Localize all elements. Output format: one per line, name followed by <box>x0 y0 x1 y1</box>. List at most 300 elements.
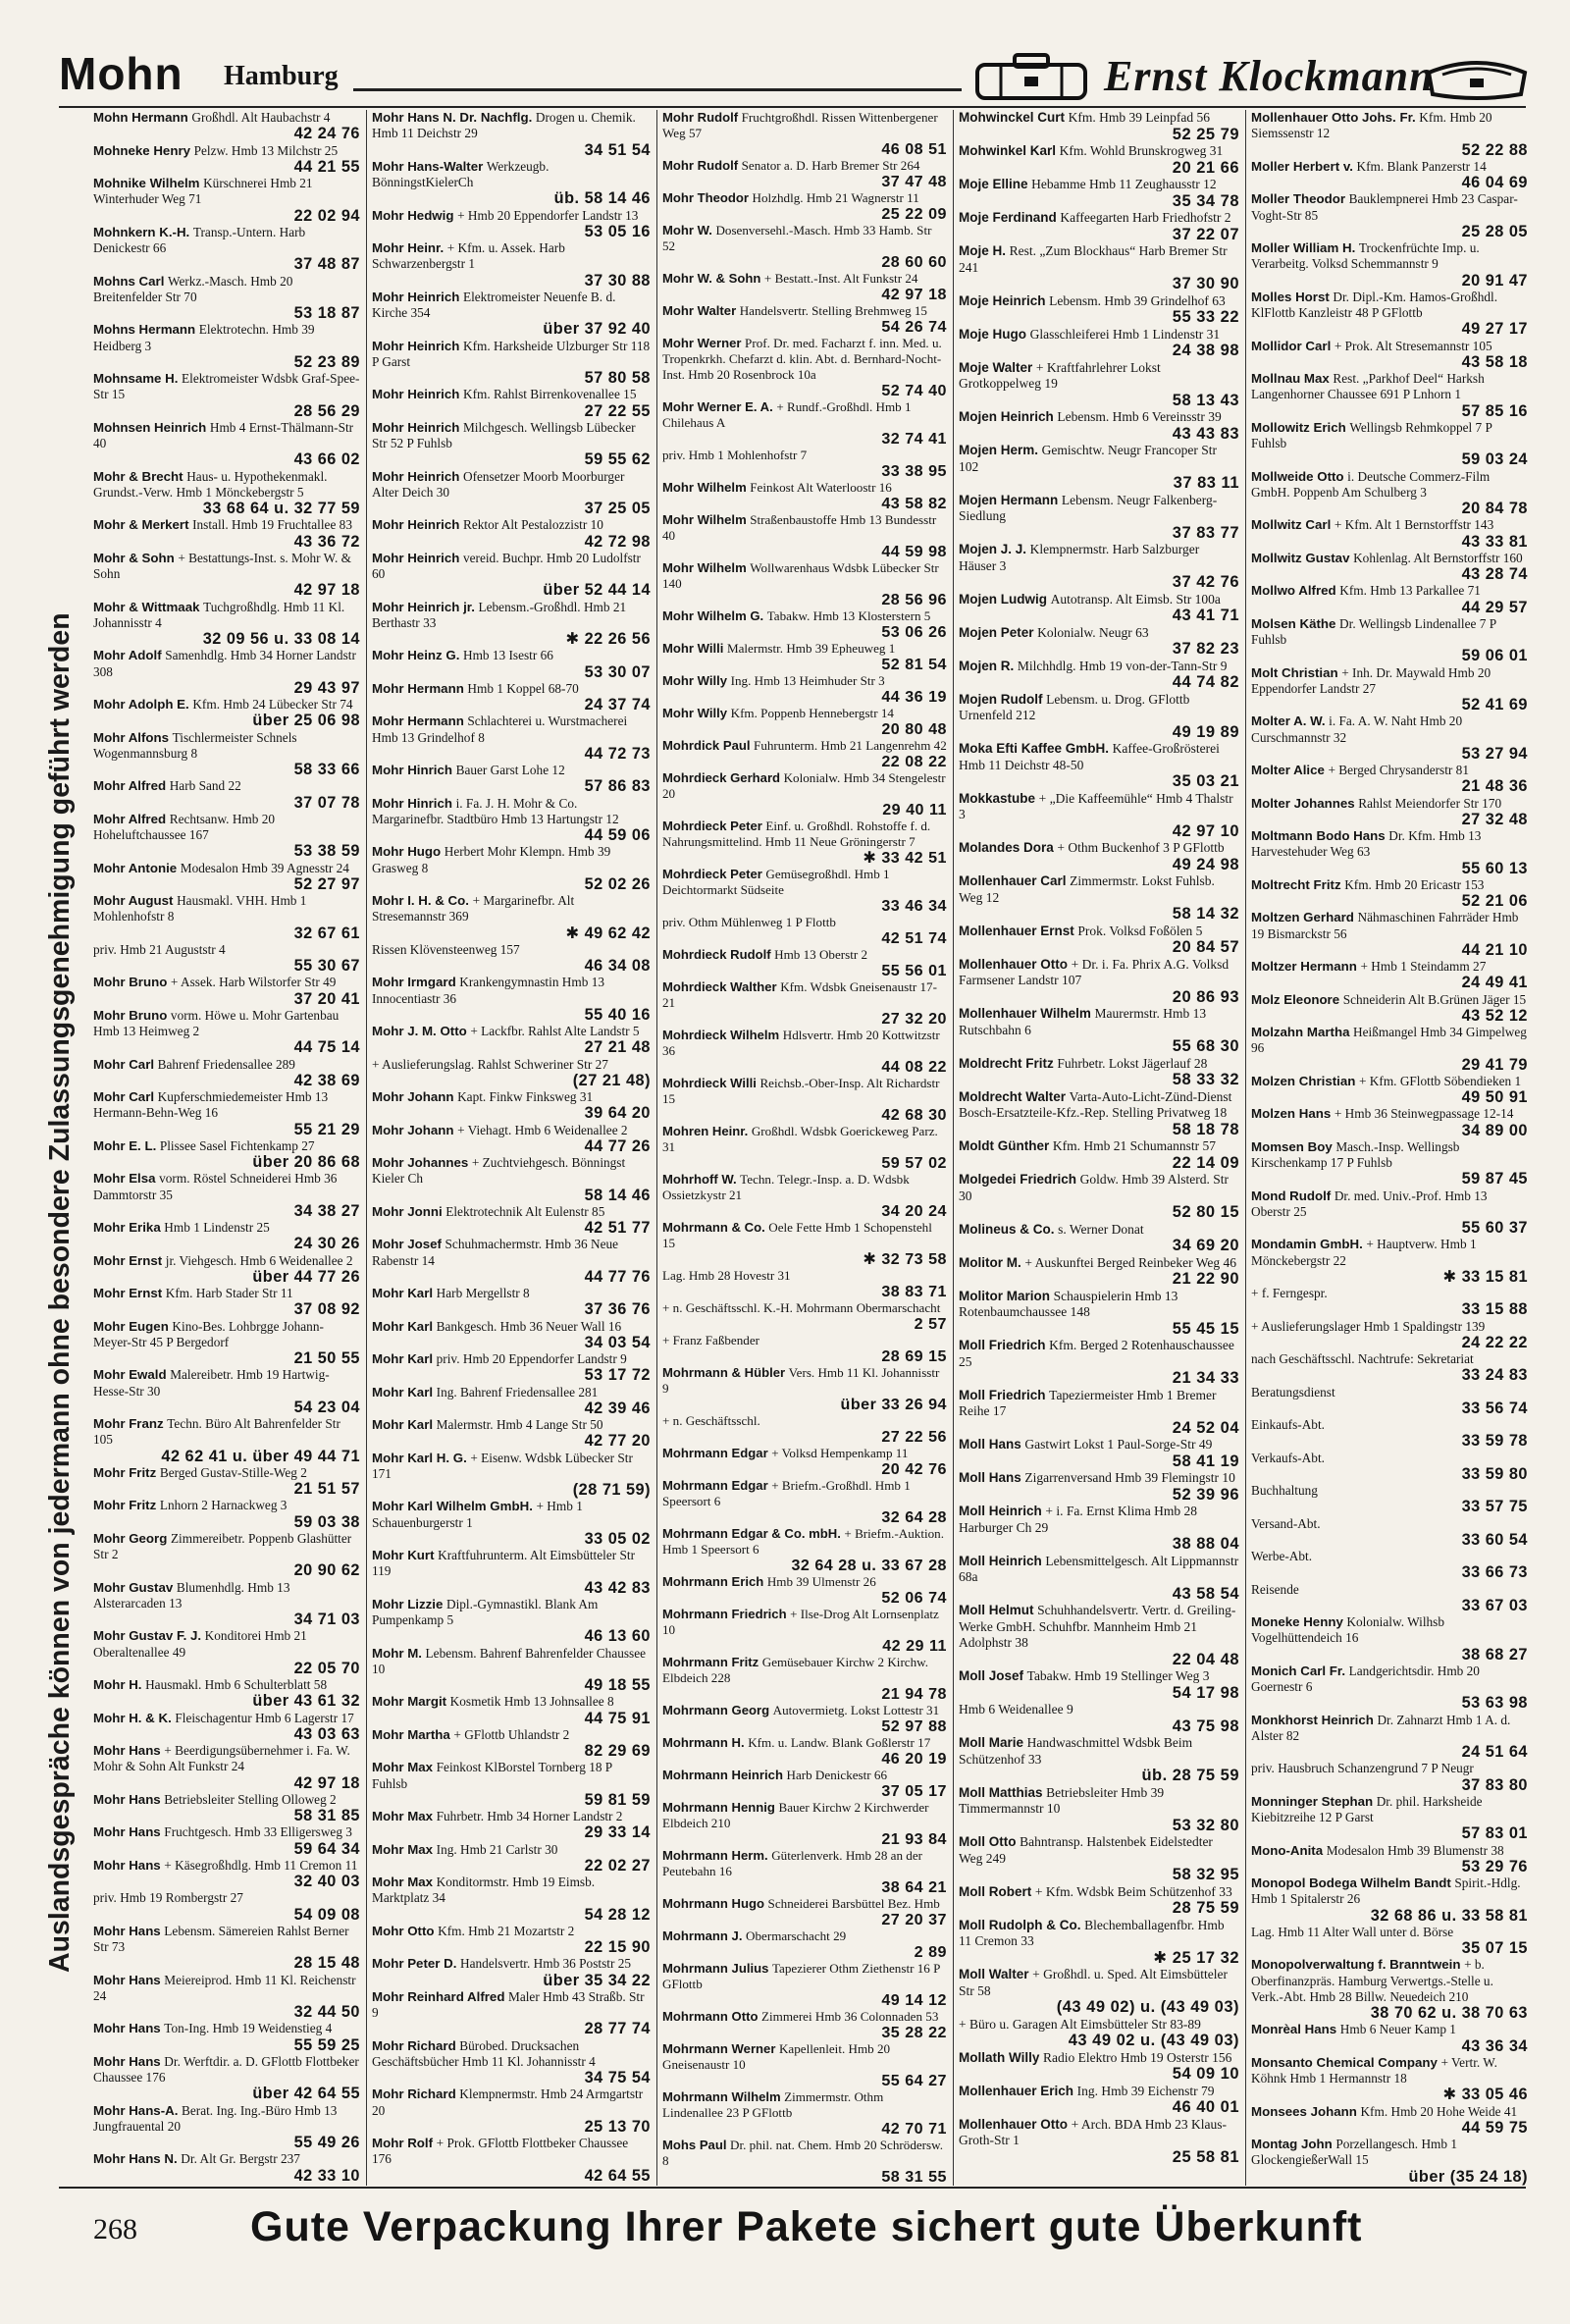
entry-name: Mohr Carl <box>93 1056 155 1072</box>
entry-phone: 54 23 04 <box>293 1398 360 1416</box>
directory-entry <box>93 1057 360 1090</box>
entry-phone: 20 21 66 <box>1172 158 1239 177</box>
entry-name: Mohr Otto <box>372 1923 435 1938</box>
entry-name: Mohrmann Hennig <box>662 1800 775 1815</box>
entry-details: priv. Hmb 19 Rombergstr 27 <box>93 1890 243 1906</box>
footer-rule <box>59 2187 1526 2189</box>
directory-entry <box>959 592 1239 625</box>
directory-entry <box>662 1446 947 1478</box>
entry-details: Schlachterei u. Wurstmacherei Hmb 13 Grindelhof 8 <box>372 713 628 745</box>
directory-entry <box>959 542 1239 592</box>
entry-name: Mohr Erika <box>93 1220 161 1235</box>
column-3 <box>662 110 947 2186</box>
entry-phone: 55 49 26 <box>293 2134 360 2151</box>
entry-phone: 58 13 43 <box>1172 391 1239 409</box>
entry-details: Kfm. Rahlst Birrenkovenallee 15 <box>462 387 637 402</box>
directory-entry <box>372 159 651 208</box>
entry-details: Dr. Alt Gr. Bergstr 237 <box>181 2151 300 2167</box>
entry-phone: 42 68 30 <box>881 1106 947 1124</box>
entry-name: Moll Heinrich <box>959 1553 1042 1568</box>
entry-name: Mohr Peter D. <box>372 1956 457 1972</box>
entry-name: Moll Marie <box>959 1735 1024 1750</box>
directory-entry <box>93 1008 360 1057</box>
directory-entry <box>1251 240 1528 290</box>
entry-name: Moll Friedrich <box>959 1387 1046 1402</box>
entry-phone: 28 56 96 <box>881 591 947 608</box>
entry-name: Mohrmann Edgar <box>662 1478 768 1493</box>
entry-name: Mohr Antonie <box>93 860 178 875</box>
directory-entry <box>372 1057 651 1090</box>
entry-phone: 55 33 22 <box>1172 308 1239 326</box>
entry-name: Mohr Max <box>372 1809 434 1823</box>
entry-name: Mollenhauer Ernst <box>959 923 1074 938</box>
entry-details: Blechemballagenfbr. Hmb 11 Cremon 33 <box>959 1917 1225 1948</box>
entry-details: Ing. Bahrenf Friedensallee 281 <box>436 1384 599 1400</box>
entry-phone: 34 89 00 <box>1461 1121 1528 1139</box>
entry-name: Mono-Anita <box>1251 1842 1324 1858</box>
directory-entry <box>959 1089 1239 1139</box>
entry-details: + Inh. Dr. Maywald Hmb 20 Eppendorfer Landstr 27 <box>1251 664 1492 696</box>
directory-entry <box>662 1124 947 1172</box>
entry-name: Mohrmann Wilhelm <box>662 2089 781 2104</box>
entry-phone: 22 02 27 <box>584 1856 651 1875</box>
entry-name: Mohr Werner <box>662 336 742 350</box>
directory-entry <box>959 143 1239 177</box>
entry-phone: 43 42 83 <box>584 1578 651 1597</box>
directory-entry <box>662 947 947 979</box>
entry-phone: 53 27 94 <box>1461 744 1528 763</box>
entry-phone: 22 15 90 <box>584 1938 651 1956</box>
entry-details: Kfm. Hmb 13 Parkallee 71 <box>1339 583 1481 599</box>
directory-entry <box>93 1089 360 1138</box>
directory-entry <box>1251 1025 1528 1074</box>
entry-phone: 43 66 02 <box>293 450 360 469</box>
entry-phone: 43 58 18 <box>1461 352 1528 371</box>
entry-name: Mohr Wilhelm G. <box>662 608 764 623</box>
directory-entry <box>93 517 360 551</box>
entry-details: + Arch. BDA Hmb 23 Klaus-Groth-Str 1 <box>959 2116 1227 2147</box>
entry-details: Reisende <box>1251 1581 1299 1597</box>
column-divider <box>1245 110 1246 2186</box>
entry-phone: 54 26 74 <box>881 318 947 336</box>
directory-entry <box>662 399 947 448</box>
directory-entry <box>93 2151 360 2185</box>
entry-name: Mohr Lizzie <box>372 1596 444 1611</box>
entry-details: Schneiderin Alt B.Grünen Jäger 15 <box>1342 991 1527 1007</box>
entry-phone: 43 41 71 <box>1172 607 1239 624</box>
entry-details: Rest. „Parkhof Deel“ Harksh Langenhorner Chaussee 691 P Lnhorn 1 <box>1251 371 1485 402</box>
entry-phone: 32 64 28 u. 33 67 28 <box>791 1557 947 1574</box>
directory-entry <box>662 2009 947 2041</box>
entry-name: Mohr Hermann <box>372 713 464 729</box>
directory-entry <box>93 1465 360 1499</box>
entry-name: Mohr Eugen <box>93 1318 169 1334</box>
entry-name: Mohr Rolf <box>372 2136 434 2150</box>
entry-phone: 46 34 08 <box>584 957 651 975</box>
entry-name: Mohr Hans <box>93 2053 161 2069</box>
entry-name: Mohr Adolph E. <box>93 697 189 712</box>
entry-phone: 33 60 54 <box>1461 1530 1528 1549</box>
entry-details: Malereibetr. Hmb 19 Hartwig-Hesse-Str 30 <box>93 1367 330 1399</box>
entry-details: Landgerichtsdir. Hmb 20 Goernestr 6 <box>1251 1663 1480 1694</box>
entry-details: Buchhaltung <box>1251 1483 1318 1498</box>
entry-details: + Zuchtviehgesch. Bönningst Kieler Ch <box>372 1155 626 1187</box>
entry-phone: 21 94 78 <box>881 1685 947 1703</box>
directory-entry <box>372 1204 651 1238</box>
entry-phone: 58 14 32 <box>1172 905 1239 923</box>
entry-name: Montag John <box>1251 2137 1333 2151</box>
entry-phone: 58 33 32 <box>1172 1071 1239 1088</box>
entry-name: Mohr Kurt <box>372 1548 435 1562</box>
entry-details: priv. Othm Mühlenweg 1 P Flottb <box>662 915 836 929</box>
entry-phone: 58 14 46 <box>584 1186 651 1204</box>
column-4 <box>959 110 1239 2186</box>
entry-phone: 34 69 20 <box>1172 1237 1239 1254</box>
entry-name: Moll Friedrich <box>959 1338 1046 1352</box>
entry-details: vorm. Höwe u. Mohr Gartenbau Hmb 13 Heimweg 2 <box>93 1007 340 1038</box>
header-bottom-rule <box>59 106 1526 108</box>
entry-phone: 33 38 95 <box>881 462 947 480</box>
entry-phone: 49 27 17 <box>1461 320 1528 339</box>
directory-entry <box>662 1607 947 1655</box>
entry-phone: 21 48 36 <box>1461 777 1528 796</box>
directory-entry <box>959 1785 1239 1835</box>
entry-name: Mohr Wilhelm <box>662 560 747 575</box>
entry-phone: 44 29 57 <box>1461 598 1528 616</box>
entry-name: Mohr Hinrich <box>372 763 452 777</box>
directory-entry <box>959 293 1239 327</box>
entry-phone: 33 59 78 <box>1461 1432 1528 1451</box>
entry-phone: 37 20 41 <box>293 989 360 1008</box>
entry-phone: 28 77 74 <box>584 2020 651 2038</box>
entry-details: Schuhhandelsvertr. Vertr. d. Greiling-Werke GmbH. Schuhfbr. Mannheim Hmb 21 Adolphstr 38 <box>959 1603 1236 1650</box>
directory-entry <box>372 1024 651 1057</box>
entry-phone: 49 24 98 <box>1172 855 1239 873</box>
directory-entry <box>959 2050 1239 2084</box>
entry-phone: 38 70 62 u. 38 70 63 <box>1370 2004 1528 2022</box>
entry-name: Momsen Boy <box>1251 1138 1333 1154</box>
entry-phone: 28 56 29 <box>293 401 360 420</box>
entry-details: vorm. Röstel Schneiderei Hmb 36 Dammtorstr 35 <box>93 1171 338 1202</box>
entry-phone: 27 20 37 <box>881 1911 947 1928</box>
entry-phone: üb. 28 75 59 <box>1141 1767 1239 1784</box>
entry-details: i. Fa. J. H. Mohr & Co. Margarinefbr. Stadtbüro Hmb 13 Hartungstr 12 <box>372 795 619 826</box>
entry-name: Mohr Hans N. Dr. Nachflg. <box>372 110 533 125</box>
entry-details: Bauer Kirchw 2 Kirchwerder Elbdeich 210 <box>662 1800 929 1830</box>
entry-phone: 52 74 40 <box>881 382 947 399</box>
entry-name: Mohr Johann <box>372 1089 454 1104</box>
entry-phone: 20 84 57 <box>1172 938 1239 956</box>
entry-name: Mojen Herm. <box>959 443 1039 457</box>
entry-name: Mohr Hans N. <box>93 2151 178 2167</box>
entry-details: Dr. Dipl.-Km. Hamos-Großhdl. KlFlottb Kanzleistr 48 P GFlottb <box>1251 289 1498 320</box>
entry-name: Mojen J. J. <box>959 542 1027 556</box>
entry-details: Dr. Kfm. Hmb 13 Harvestehuder Weg 63 <box>1251 828 1482 860</box>
directory-entry <box>959 659 1239 692</box>
entry-details: + Kfm. Wdsbk Beim Schützenhof 33 <box>1034 1883 1232 1899</box>
entry-phone: 34 20 24 <box>881 1202 947 1220</box>
entry-details: nach Geschäftsschl. Nachtrufe: Sekretariat <box>1251 1351 1474 1366</box>
entry-details: Herbert Mohr Klempn. Hmb 39 Grasweg 8 <box>372 844 611 875</box>
directory-entry <box>959 409 1239 443</box>
entry-details: Tapezierer Othm Ziethenstr 16 P GFlottb <box>662 1961 940 1991</box>
entry-phone: 59 06 01 <box>1461 647 1528 665</box>
entry-name: Mohrmann Edgar <box>662 1446 768 1460</box>
entry-details: + Hmb 1 Schauenburgerstr 1 <box>372 1499 583 1530</box>
entry-name: Mohr Max <box>372 1760 434 1775</box>
entry-name: Mohrmann Julius <box>662 1961 769 1976</box>
column-divider <box>656 110 657 2186</box>
entry-name: Mohr Heinrich <box>372 468 460 484</box>
entry-details: Drogen u. Chemik. Hmb 11 Deichstr 29 <box>372 110 636 141</box>
entry-name: Mohrdieck Willi <box>662 1076 757 1090</box>
directory-entry <box>93 225 360 274</box>
entry-name: Moller William H. <box>1251 240 1356 255</box>
directory-entry <box>372 600 651 649</box>
entry-details: + Beerdigungsübernehmer i. Fa. W. Mohr & Sohn Alt Funkstr 24 <box>93 1743 350 1774</box>
directory-entry <box>959 1603 1239 1668</box>
entry-phone: 39 64 20 <box>584 1104 651 1123</box>
directory-entry <box>662 1735 947 1768</box>
entry-phone: 20 86 93 <box>1172 987 1239 1006</box>
entry-phone: 42 29 11 <box>882 1637 947 1655</box>
directory-entry <box>662 303 947 336</box>
entry-details: Tabakw. Hmb 13 Klosterstern 5 <box>766 608 931 623</box>
entry-details: s. Werner Donat <box>1058 1221 1144 1237</box>
entry-details: Rechtsanw. Hmb 20 Hoheluftchaussee 167 <box>93 811 276 842</box>
entry-details: + Othm Buckenhof 3 P GFlottb <box>1057 840 1225 855</box>
directory-entry <box>372 1089 651 1123</box>
entry-details: Kfm. Blank Panzerstr 14 <box>1356 158 1487 174</box>
directory-entry <box>1251 1483 1528 1516</box>
entry-name: Mohr & Merkert <box>93 517 189 533</box>
entry-details: Rektor Alt Pestalozzistr 10 <box>462 517 603 533</box>
entry-phone: 33 57 75 <box>1461 1498 1528 1516</box>
entry-details: + Kfm. Alt 1 Bernstorffstr 143 <box>1334 517 1494 533</box>
directory-entry <box>959 1172 1239 1222</box>
entry-phone: 37 42 76 <box>1172 573 1239 591</box>
entry-name: Mollenhauer Otto Johs. Fr. <box>1251 110 1416 125</box>
entry-name: Mohs Paul <box>662 2138 727 2152</box>
entry-phone: über 35 34 22 <box>543 1971 651 1989</box>
entry-name: Mohrhoff W. <box>662 1172 737 1187</box>
entry-name: Mohr Georg <box>93 1530 168 1546</box>
entry-name: Moje H. <box>959 243 1007 258</box>
directory-entry <box>1251 1139 1528 1188</box>
entry-phone: 44 21 55 <box>293 157 360 176</box>
entry-phone: 43 52 12 <box>1461 1006 1528 1025</box>
entry-name: Mohrmann Georg <box>662 1703 770 1717</box>
entry-details: Schauspielerin Hmb 13 Rotenbaumchaussee 148 <box>959 1288 1178 1319</box>
directory-entry <box>372 517 651 551</box>
entry-details: Lnhorn 2 Harnackweg 3 <box>159 1498 288 1513</box>
entry-phone: ✱ 49 62 42 <box>565 924 651 942</box>
entry-name: Molzen Christian <box>1251 1073 1356 1088</box>
entry-phone: 42 97 18 <box>293 581 360 600</box>
directory-entry <box>372 648 651 681</box>
entry-name: Mohr & Brecht <box>93 468 183 484</box>
entry-name: Mond Rudolf <box>1251 1188 1332 1203</box>
directory-entry <box>662 2089 947 2138</box>
entry-name: Mohr Hedwig <box>372 207 454 223</box>
entry-details: Spirit.-Hdlg. Hmb 1 Spitalerstr 26 <box>1251 1875 1521 1907</box>
directory-entry <box>662 673 947 706</box>
directory-entry <box>372 290 651 339</box>
entry-details: Hmb 39 Ulmenstr 26 <box>766 1574 876 1589</box>
entry-details: Lebensmittelgesch. Alt Lippmannstr 68a <box>959 1553 1239 1584</box>
entry-details: Fleischagentur Hmb 6 Lagerstr 17 <box>175 1710 354 1725</box>
column-5 <box>1251 110 1528 2186</box>
entry-phone: 82 29 69 <box>584 1742 651 1760</box>
directory-entry <box>662 2041 947 2089</box>
entry-phone: 2 89 <box>914 1943 947 1961</box>
entry-name: Mohr Heinz G. <box>372 648 460 663</box>
directory-entry <box>959 1834 1239 1884</box>
entry-phone: 24 52 04 <box>1172 1418 1239 1437</box>
entry-name: Mohr Hermann <box>372 680 464 696</box>
directory-entry <box>1251 1843 1528 1876</box>
entry-details: Prok. Volksd Foßölen 5 <box>1077 923 1203 938</box>
entry-name: Mohrmann & Hübler <box>662 1365 786 1380</box>
entry-phone: 29 43 97 <box>293 678 360 697</box>
entry-details: Hausmakl. Hmb 6 Schulterblatt 58 <box>145 1677 328 1692</box>
directory-entry <box>959 1289 1239 1339</box>
entry-phone: 32 74 41 <box>881 430 947 448</box>
entry-phone: 37 05 17 <box>881 1782 947 1800</box>
directory-entry <box>372 1924 651 1957</box>
entry-name: Molgedei Friedrich <box>959 1172 1077 1187</box>
entry-phone: 53 05 16 <box>584 222 651 240</box>
entry-name: Mondamin GmbH. <box>1251 1237 1363 1252</box>
entry-details: + Auslieferungslager Hmb 1 Spaldingstr 139 <box>1251 1318 1486 1334</box>
entry-details: Vers. Hmb 11 Kl. Johannisstr 9 <box>662 1365 940 1396</box>
entry-name: Mohr Heinr. <box>372 240 445 255</box>
entry-details: Harb Sand 22 <box>169 778 241 794</box>
entry-details: Transp.-Untern. Harb Denickestr 66 <box>93 224 306 255</box>
directory-entry <box>959 1255 1239 1289</box>
directory-entry <box>93 1711 360 1744</box>
entry-details: Gemüsegroßhdl. Hmb 1 Deichtormarkt Südseite <box>662 867 890 897</box>
entry-phone: 44 72 73 <box>584 744 651 763</box>
entry-phone: 38 64 21 <box>881 1878 947 1896</box>
entry-name: Mohrmann Hugo <box>662 1896 765 1911</box>
entry-phone: 29 33 14 <box>584 1823 651 1842</box>
entry-name: Mohr Ewald <box>93 1367 167 1383</box>
entry-name: Mohr Max <box>372 1875 434 1889</box>
directory-entry <box>1251 1957 1528 2022</box>
header-rule <box>353 88 962 91</box>
entry-name: Mollenhauer Otto <box>959 2116 1068 2132</box>
entry-phone: 24 38 98 <box>1172 342 1239 359</box>
entry-details: Lebensm. Bahrenf Bahrenfelder Chaussee 10 <box>372 1645 647 1676</box>
entry-phone: 28 60 60 <box>881 253 947 271</box>
entry-name: Mojen R. <box>959 658 1015 673</box>
entry-name: Mollenhauer Erich <box>959 2083 1074 2098</box>
directory-entry <box>93 1319 360 1368</box>
entry-name: Moltrecht Fritz <box>1251 876 1341 892</box>
directory-entry <box>1251 763 1528 796</box>
directory-entry <box>662 1703 947 1735</box>
entry-details: Tabakw. Hmb 19 Stellinger Weg 3 <box>1026 1668 1210 1683</box>
entry-details: Verkaufs-Abt. <box>1251 1450 1325 1465</box>
entry-name: Mohr Karl <box>372 1417 434 1432</box>
entry-details: priv. Hmb 20 Eppendorfer Landstr 9 <box>436 1351 627 1366</box>
entry-phone: 59 57 02 <box>881 1154 947 1172</box>
entry-details: Dr. phil. nat. Chem. Hmb 20 Schrödersw. 8 <box>662 2138 944 2168</box>
directory-entry <box>959 2017 1239 2050</box>
entry-details: + Briefm.-Auktion. Hmb 1 Speersort 6 <box>662 1526 944 1557</box>
entry-details: priv. Hmb 1 Mohlenhofstr 7 <box>662 448 808 462</box>
entry-name: Moka Efti Kaffee GmbH. <box>959 741 1110 756</box>
entry-details: Versand-Abt. <box>1251 1515 1321 1531</box>
entry-phone: 59 55 62 <box>584 450 651 469</box>
entry-name: Mohneke Henry <box>93 142 191 158</box>
directory-entry <box>1251 517 1528 551</box>
directory-entry <box>93 143 360 177</box>
entry-details: + Großhdl. u. Sped. Alt Eimsbütteler Str 58 <box>959 1967 1228 1998</box>
directory-entry <box>662 867 947 915</box>
entry-details: Maler Hmb 43 Straßb. Str 9 <box>372 1988 645 2020</box>
entry-phone: 22 04 48 <box>1172 1650 1239 1668</box>
entry-name: Monopolverwaltung f. Branntwein <box>1251 1957 1461 1973</box>
entry-name: Mohr Gustav F. J. <box>93 1628 202 1644</box>
entry-name: Mohrdieck Rudolf <box>662 947 771 962</box>
entry-name: Mohr Bruno <box>93 975 168 990</box>
directory-entry <box>1251 1713 1528 1762</box>
entry-details: Bahrenf Friedensallee 289 <box>157 1056 295 1072</box>
entry-details: Kfm. Berged 2 Rotenhauschaussee 25 <box>959 1338 1234 1369</box>
directory-entry <box>959 625 1239 659</box>
entry-phone: 57 80 58 <box>584 369 651 387</box>
entry-details: Dr. med. Univ.-Prof. Hmb 13 Oberstr 25 <box>1251 1188 1488 1219</box>
entry-details: Fruchtgroßhdl. Rissen Wittenbergener Weg 57 <box>662 110 938 140</box>
directory-entry <box>372 1499 651 1548</box>
entry-name: Mohr Heinrich <box>372 517 460 533</box>
entry-details: Porzellangesch. Hmb 1 GlockengießerWall 15 <box>1251 2137 1458 2168</box>
directory-entry <box>1251 469 1528 518</box>
entry-name: Mohr Rudolf <box>662 158 739 173</box>
entry-phone: 24 37 74 <box>584 696 651 713</box>
directory-entry <box>959 1006 1239 1056</box>
directory-entry <box>1251 828 1528 877</box>
directory-entry <box>372 1956 651 1989</box>
directory-entry <box>959 1504 1239 1554</box>
directory-entry <box>959 327 1239 360</box>
entry-details: Hmb 13 Oberstr 2 <box>774 947 868 962</box>
entry-details: + Margarinefbr. Alt Stresemannstr 369 <box>372 893 575 924</box>
directory-entry <box>1251 665 1528 714</box>
entry-phone: 59 03 24 <box>1461 450 1528 469</box>
entry-phone: 33 24 83 <box>1461 1366 1528 1385</box>
directory-entry <box>372 1417 651 1451</box>
directory-entry <box>372 240 651 290</box>
directory-entry <box>1251 1074 1528 1107</box>
entry-name: Molzen Hans <box>1251 1106 1332 1122</box>
entry-details: Bürobed. Drucksachen Geschäftsbücher Hmb 11 Kl. Johannisstr 4 <box>372 2037 596 2069</box>
entry-phone: 53 06 26 <box>881 623 947 641</box>
entry-phone: 52 41 69 <box>1461 696 1528 713</box>
directory-entry <box>372 1319 651 1352</box>
entry-phone: 28 75 59 <box>1172 1899 1239 1917</box>
entry-phone: 34 03 54 <box>584 1333 651 1351</box>
entry-details: Nähmaschinen Fahrräder Hmb 19 Bismarckstr 56 <box>1251 910 1519 941</box>
entry-name: Mohr W. & Sohn <box>662 271 761 286</box>
entry-name: Mohr Hans-Walter <box>372 158 484 174</box>
entry-name: Mohn Hermann <box>93 110 188 125</box>
directory-entry <box>1251 290 1528 339</box>
entry-name: Mohrmann H. <box>662 1735 745 1750</box>
entry-name: Mollnau Max <box>1251 371 1330 386</box>
